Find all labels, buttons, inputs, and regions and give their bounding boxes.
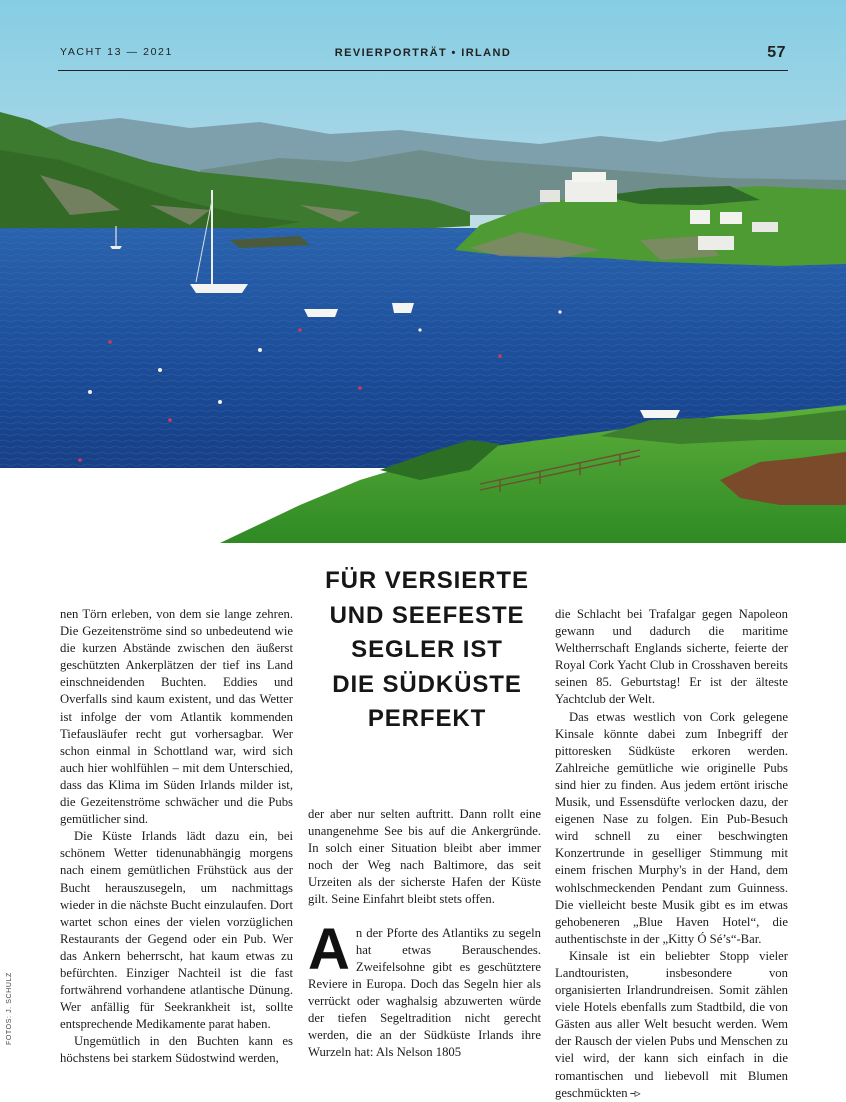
continue-arrow-icon: –▹ xyxy=(629,1085,640,1100)
article-column-1 xyxy=(60,606,293,1066)
pull-quote-line: PERFEKT xyxy=(367,705,487,732)
body-paragraph-text: n der Pforte des Atlantiks zu segeln hat etwas Berauschendes. Zweifelsohne gibt es geschütztere Reviere in Europa. Doch das Segeln hier als verrückt oder waghalsig abzuwerten würde der tiefen Segeltradition nicht gerecht werden, die an der Südküste Irlands ihre Wurzeln hat: Als Nelson 1805 xyxy=(308,925,541,1060)
article-column-2 xyxy=(308,806,541,1060)
body-paragraph xyxy=(555,948,788,1102)
pull-quote-line: SEGLER IST xyxy=(351,636,503,663)
body-paragraph: Die Küste Irlands lädt dazu ein, bei schönem Wetter tidenunabhängig morgens nach einem gemütlichen Frühstück aus der Bucht herauszusegeln, um nachmittags wieder in die nächste Bucht einzulaufen. Dort wartet schon eines der vielen vorzüglichen Restaurants der Gegend oder ein Pub. Wer das Ankern beherrscht, hat kaum etwas zu befürchten. Einziger Nachteil ist die fast fortwährend vorhandene atlantische Dünung. Wer anfällig für Seekrankheit ist, sollte entsprechende Medikamente parat haben. xyxy=(60,829,293,1032)
body-paragraph: Ungemütlich in den Buchten kann es höchstens bei starkem Südostwind werden, xyxy=(60,1034,293,1066)
motorboat xyxy=(304,309,338,317)
photo-credit: FOTOS: J. SCHULZ xyxy=(6,972,13,1045)
drop-cap: A xyxy=(308,916,350,982)
header-rule xyxy=(58,70,788,71)
section-title: REVIERPORTRÄT • IRLAND xyxy=(334,47,512,59)
body-paragraph: nen Törn erleben, von dem sie lange zehren. Die Gezeitenströme sind so unbedeutend wie die kurzen Abstände zwischen den äußerst geschützten Ankerplätzen der tief ins Land einschneidenden Buchten. Eddies und Overfalls sind kaum existent, und das Wetter ist infolge der vom Atlantik kommenden Tiefausläufer recht gut vorhersagbar. Wer schon einmal in Schottland war, wird sich auch hier wohlfühlen – mit dem Unterschied, dass das Klima im Süden Irlands milder ist, die Gezeitenströme schwächer und die Pubs gemütlicher sind. xyxy=(60,607,293,827)
page-number: 57 xyxy=(767,44,786,61)
landscape-photo xyxy=(0,0,846,543)
body-paragraph: Das etwas westlich von Cork gelegene Kinsale könnte dabei zum Inbegriff der pittoresken Südküste erkoren werden. Zahlreiche gemütliche wie originelle Pubs sind hier zu finden. Aus jedem ertönt irische Musik, und Essensdüfte verlocken dazu, der eigenen Nase zu folgen. Ein Pub-Besuch wird schnell zu einer beschwingten Konzertrunde in geselliger Stimmung mit einem frischen Murphy's in der Hand, dem wohlschmeckenden Pendant zum Guinness. Die vielleicht beste Musik gibt es im etwas gehobeneren „Blue Haven Hotel“, die authentischste in der „Kitty Ó Sé’s“-Bar. xyxy=(555,709,788,946)
body-paragraph-text: Kinsale ist ein beliebter Stopp vieler Landtouristen, insbesondere von organisierten Irlandrundreisen. Somit zählen viele Hotels ebenfalls zum Stadtbild, die von Gästen aus aller Welt besucht werden. Wem der Rausch der vielen Pubs und Menschen zu viel wird, der kann sich einfach in die romantischen und liebevoll mit Blumen geschmückten xyxy=(555,948,788,1100)
pull-quote-line: UND SEEFESTE xyxy=(329,601,525,629)
body-paragraph-with-dropcap xyxy=(308,916,541,1062)
article-column-3 xyxy=(555,606,788,1100)
issue-label: YACHT 13 — 2021 xyxy=(60,46,173,58)
pull-quote xyxy=(308,564,546,737)
body-paragraph: die Schlacht bei Trafalgar gegen Napoleon gewann und dadurch die maritime Weltherrschaft Englands sicherte, feierte der Royal Cork Yacht Club in Crosshaven bereits seinen 85. Geburtstag! Er ist der älteste Yachtclub der Welt. xyxy=(555,607,788,707)
body-paragraph: der aber nur selten auftritt. Dann rollt eine unangenehme See bis auf die Ankergründe. In solch einer Situation bleibt aber immer noch der Weg nach Baltimore, das seit Urzeiten als der sicherste Hafen der Küste gilt. Seine Einfahrt bleibt stets offen. xyxy=(308,807,541,907)
pull-quote-line: DIE SÜDKÜSTE xyxy=(332,670,522,698)
pull-quote-line: FÜR VERSIERTE xyxy=(325,567,529,594)
